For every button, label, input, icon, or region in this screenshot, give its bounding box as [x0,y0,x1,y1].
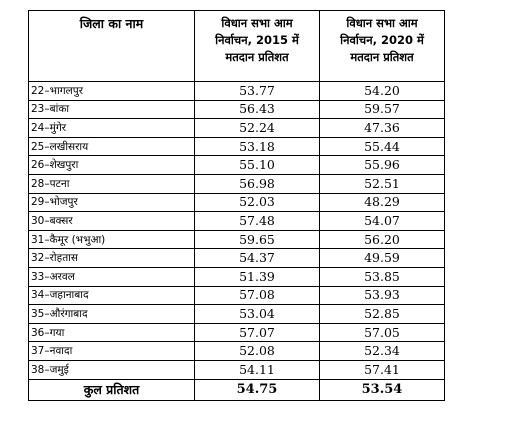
turnout-2015-cell: 53.18 [195,137,320,156]
district-name-cell: 37–नवादा [29,342,195,361]
district-name-cell: 34–जहानाबाद [29,286,195,305]
total-2020: 53.54 [320,379,445,400]
header-2015 [195,11,320,82]
total-label: कुल प्रतिशत [29,379,195,400]
turnout-2020-cell: 57.05 [320,323,445,342]
header-2020 [320,11,445,82]
table-row [29,267,445,286]
turnout-2020-cell: 54.20 [320,82,445,101]
turnout-2020-cell: 52.85 [320,305,445,324]
district-name-cell: 25–लखीसराय [29,137,195,156]
table-row [29,212,445,231]
turnout-2020-cell: 48.29 [320,193,445,212]
table-row [29,286,445,305]
total-2015: 54.75 [195,379,320,400]
district-name-cell: 32–रोहतास [29,249,195,268]
table-row [29,230,445,249]
turnout-2015-cell: 55.10 [195,156,320,175]
district-name-cell: 23–बांका [29,100,195,119]
district-name-cell: 26–शेखपुरा [29,156,195,175]
district-name-cell: 35–औरंगाबाद [29,305,195,324]
voting-percentage-table [28,10,445,401]
district-name-cell: 30–बक्सर [29,212,195,231]
header-2020-line-2: निर्वाचन, 2020 में [340,33,424,47]
total-row [29,379,445,400]
district-name-cell: 29–भोजपुर [29,193,195,212]
turnout-2015-cell: 52.24 [195,119,320,138]
header-row [29,11,445,82]
table-row [29,174,445,193]
district-name-cell: 31–कैमूर (भभुआ) [29,230,195,249]
header-2015-line-1: विधान सभा आम [221,16,293,30]
table-body [29,82,445,380]
turnout-2020-cell: 56.20 [320,230,445,249]
table-row [29,342,445,361]
header-2020-line-1: विधान सभा आम [346,16,418,30]
table-row [29,156,445,175]
district-name-cell: 24–मुंगेर [29,119,195,138]
header-2015-line-3: मतदान प्रतिशत [225,50,289,64]
turnout-2015-cell: 52.03 [195,193,320,212]
table-row [29,137,445,156]
turnout-2015-cell: 57.08 [195,286,320,305]
turnout-2015-cell: 54.11 [195,360,320,379]
turnout-2015-cell: 56.43 [195,100,320,119]
table-row [29,82,445,101]
turnout-2020-cell: 52.34 [320,342,445,361]
table-row [29,193,445,212]
district-name-cell: 22–भागलपुर [29,82,195,101]
turnout-2020-cell: 52.51 [320,174,445,193]
document-page [28,10,445,401]
table-row [29,305,445,324]
district-name-cell: 28–पटना [29,174,195,193]
table-row [29,249,445,268]
header-2015-line-2: निर्वाचन, 2015 में [215,33,299,47]
turnout-2020-cell: 55.96 [320,156,445,175]
turnout-2020-cell: 57.41 [320,360,445,379]
turnout-2020-cell: 49.59 [320,249,445,268]
turnout-2015-cell: 57.48 [195,212,320,231]
header-district: जिला का नाम [29,11,195,82]
turnout-2020-cell: 59.57 [320,100,445,119]
district-name-cell: 36–गया [29,323,195,342]
table-row [29,323,445,342]
turnout-2020-cell: 53.93 [320,286,445,305]
turnout-2020-cell: 55.44 [320,137,445,156]
table-row [29,100,445,119]
turnout-2015-cell: 52.08 [195,342,320,361]
turnout-2015-cell: 53.04 [195,305,320,324]
turnout-2020-cell: 53.85 [320,267,445,286]
turnout-2015-cell: 53.77 [195,82,320,101]
turnout-2015-cell: 57.07 [195,323,320,342]
district-name-cell: 33–अरवल [29,267,195,286]
table-row [29,119,445,138]
turnout-2015-cell: 56.98 [195,174,320,193]
turnout-2020-cell: 47.36 [320,119,445,138]
turnout-2015-cell: 59.65 [195,230,320,249]
header-2020-line-3: मतदान प्रतिशत [350,50,414,64]
district-name-cell: 38–जमुई [29,360,195,379]
turnout-2015-cell: 51.39 [195,267,320,286]
table-row [29,360,445,379]
turnout-2020-cell: 54.07 [320,212,445,231]
turnout-2015-cell: 54.37 [195,249,320,268]
